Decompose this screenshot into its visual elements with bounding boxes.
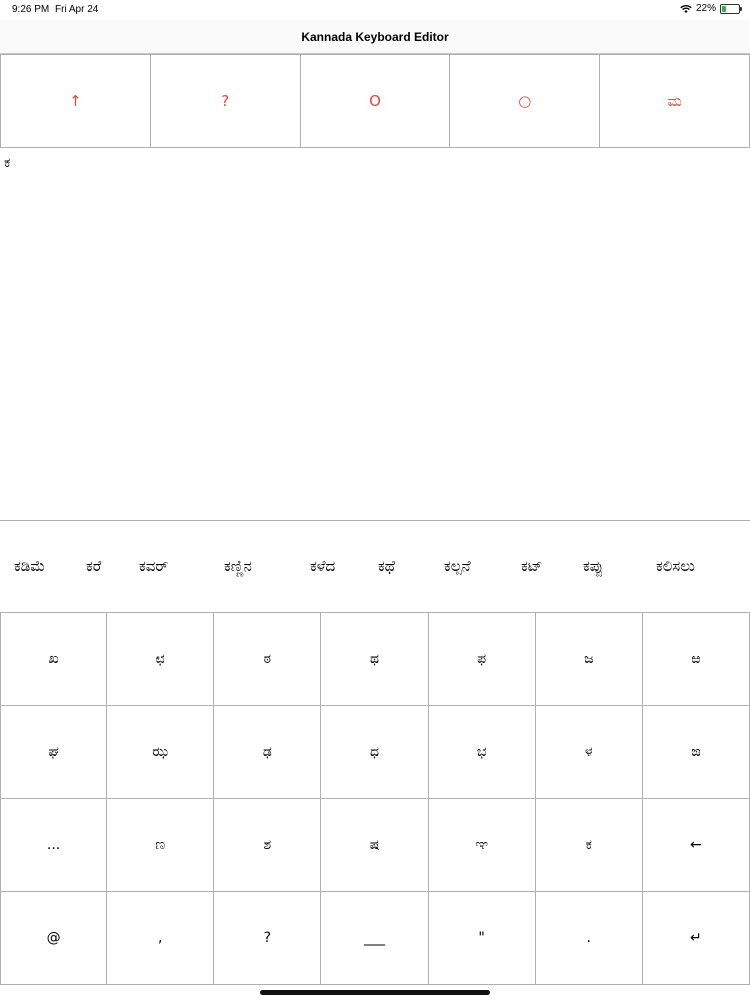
suggestion-item[interactable]: ಕಲಿಸಲು	[656, 557, 695, 575]
return-key[interactable]	[643, 892, 750, 985]
text-editor[interactable]	[0, 149, 750, 519]
battery-fill	[722, 6, 726, 12]
wifi-icon	[680, 4, 692, 14]
backspace-key[interactable]	[643, 799, 750, 892]
backspace-icon: ←	[690, 837, 702, 853]
page-title: Kannada Keyboard Editor	[301, 29, 449, 44]
status-time: 9:26 PM	[12, 4, 50, 15]
key-question[interactable]: ?	[214, 892, 321, 985]
key-dha[interactable]: ಧ	[321, 706, 428, 799]
circle-button[interactable]: ○	[449, 55, 600, 147]
anusvara-button[interactable]: O	[300, 55, 451, 147]
key-sha[interactable]: ಶ	[214, 799, 321, 892]
suggestion-item[interactable]: ಕವರ್	[139, 557, 169, 575]
key-tha[interactable]: ಥ	[321, 613, 428, 706]
suggestion-item[interactable]: ಕಟ್	[521, 557, 543, 575]
key-quote[interactable]: "	[429, 892, 536, 985]
battery-icon	[720, 4, 740, 14]
return-icon: ↵	[690, 930, 702, 946]
toolbar	[0, 54, 750, 148]
key-ssa[interactable]: ಷ	[321, 799, 428, 892]
suggestion-item[interactable]: ಕಲ್ಪನೆ	[444, 557, 471, 575]
key-nga[interactable]: ಙ	[643, 706, 750, 799]
editor-text: ಕ	[4, 155, 11, 171]
key-bha[interactable]: ಭ	[429, 706, 536, 799]
key-jha[interactable]: ಝ	[107, 706, 214, 799]
space-key[interactable]: ___	[321, 892, 428, 985]
key-ja[interactable]: ಜ	[536, 613, 643, 706]
key-ddha[interactable]: ಢ	[214, 706, 321, 799]
key-chha[interactable]: ಛ	[107, 613, 214, 706]
keyboard	[0, 613, 750, 985]
home-indicator[interactable]	[260, 990, 490, 995]
key-kha[interactable]: ಖ	[0, 613, 107, 706]
navigation-bar	[0, 20, 750, 54]
key-nya[interactable]: ಞ	[429, 799, 536, 892]
suggestion-item[interactable]: ಕಣ್ಣಿನ	[224, 557, 252, 575]
suggestion-item[interactable]: ಕರೆ	[86, 557, 102, 575]
status-bar	[0, 0, 750, 20]
suggestion-item[interactable]: ಕಥೆ	[378, 557, 396, 575]
battery-percent: 22%	[695, 3, 716, 14]
key-pha[interactable]: ಫ	[429, 613, 536, 706]
key-comma[interactable]: ,	[107, 892, 214, 985]
key-at[interactable]: @	[0, 892, 107, 985]
suggestion-item[interactable]: ಕಡಿಮೆ	[14, 557, 46, 575]
ma-button[interactable]: ಮ	[599, 55, 750, 147]
key-period[interactable]: .	[536, 892, 643, 985]
key-lla[interactable]: ಳ	[536, 706, 643, 799]
key-ka[interactable]: ಕ	[536, 799, 643, 892]
shift-up-button[interactable]: ↑	[0, 55, 151, 147]
suggestion-item[interactable]: ಕಳೆದ	[310, 557, 336, 575]
key-ellipsis[interactable]: ...	[0, 799, 107, 892]
key-rra[interactable]: ಱ	[643, 613, 750, 706]
suggestion-item[interactable]: ಕಪ್ಪು	[583, 557, 604, 575]
question-button[interactable]: ?	[150, 55, 301, 147]
key-ttha[interactable]: ಠ	[214, 613, 321, 706]
key-gha[interactable]: ಘ	[0, 706, 107, 799]
status-indicators	[680, 3, 740, 14]
key-nna[interactable]: ಣ	[107, 799, 214, 892]
suggestion-bar	[0, 520, 750, 613]
status-date: Fri Apr 24	[55, 4, 99, 15]
